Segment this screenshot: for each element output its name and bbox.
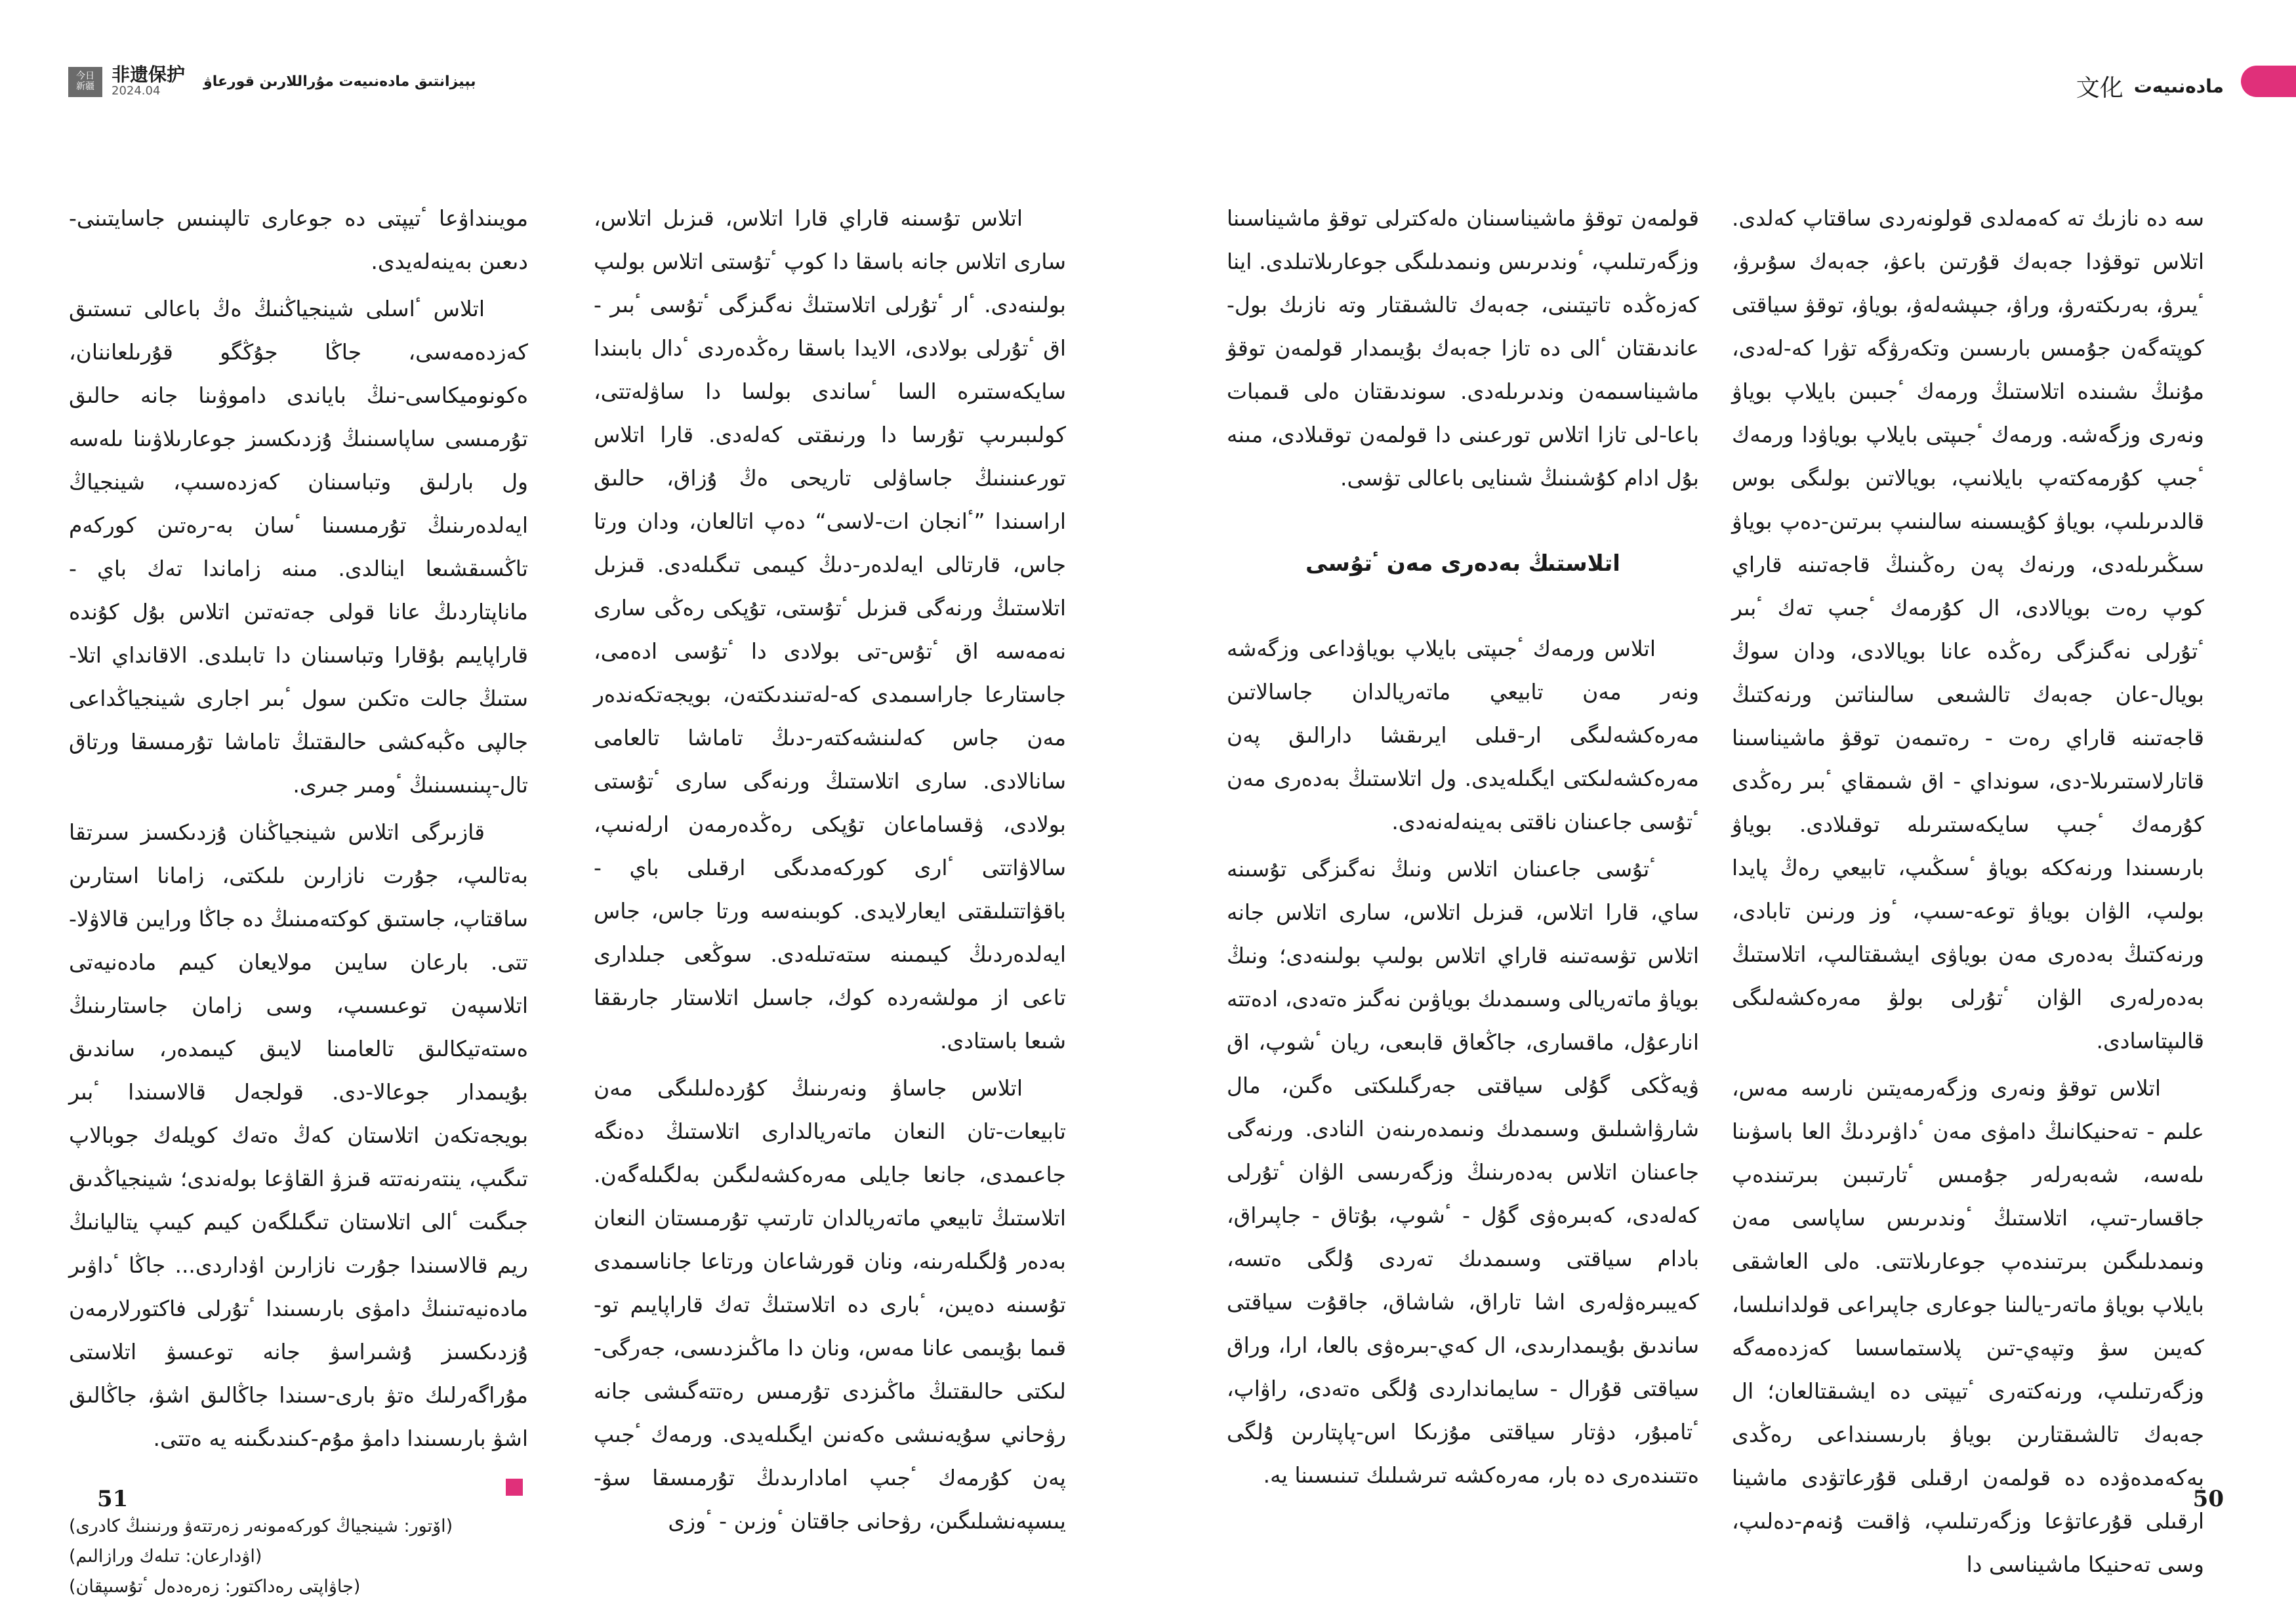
header-right [2076,70,2224,103]
section-kazakh: مادەنىيەت [2133,75,2224,97]
paragraph: قولمەن توقۋ ماشيناسىنان ەلەكترلى توقۋ ماشيناسىنا وزگەرتىلىپ، ٴوندىرىس ونىمدىلىگى جوعارىلاتىلدى. اينا كەزەڭدە تاتيتىنى، جەبەك تالشىقتار وتە نازىك بول-عاندىقتان ٴالى دە تازا جەبەك بۇيىمدار قولمەن توقۋ ماشيناسىمەن وندىرىلەدى. سوندىقتان ەلى قىمبات باعا-لى تازا اتلاس تورعىنى دا قولمەن توقىلادى، مىنە بۇل ادام كۇشىنىڭ شىنايى باعالى تۋسى. [1227,205,1699,491]
credit-translator: (اۋدارعان: تىلەك ورازالىم) [69,1546,262,1567]
section-chinese: 文化 [2076,75,2123,102]
page-number-left: 51 [97,1486,129,1512]
credits [69,1511,528,1602]
paragraph: قازىرگى اتلاس شينجياڭنان ۇزدىكسىز سىرتقا بەتالىپ، جۇرت نازارىن ىلىكتى، زامانا استارىن ساقتاپ، جاستىق كوكتەمىنىڭ دە جاڭا ورايىن قالاۋلا-تتى. بارعان سايىن مولايعان كيىم مادەنيەتى اتلاسپەن توعىسىپ، وسى زامان جاستارىنىڭ ەستەتيكالىق تالعامىنا لايىق كيىمدەر، ساندىق بۇيىمدار جوعالا-دى. قولجەل قالاسىندا ٴبىر بويجەتكەن اتلاستان كەڭ ەتەك كويلەك جوبالاپ تىگىپ، ينتەرنەتتە قىزۋ القاۋعا بولەندى؛ شينجياڭدىق جىگىت ٴالى اتلاستان تىگىلگەن كيىم كيىپ يتاليانىڭ ريم قالاسىندا جۇرت نازارىن اۋداردى... جاڭا ٴداۋىر مادەنيەتىنىڭ دامۋى بارىسىندا ٴتۇرلى فاكتورلارمەن ۇزدىكسىز ۇشىراسۋ جانە توعىسۋ اتلاستى مۇراگەرلىك ەتۋ بارى-سىندا جاڭالىق اشۋ، جاڭالىق اشۋ بارىسىندا دامۋ مۇم-كىندىگىنە يە ەتتى. [69,819,528,1451]
magazine-logo [68,67,102,97]
paragraph: اتلاس توقۋ ونەرى وزگەرمەيتىن نارسە مەس، علىم - تەحنيكانىڭ دامۋى مەن ٴداۋىردىڭ العا باسۋىنا ىلەسە، شەبەرلەر جۇمىس ٴتارتىبىن بىرتىندەپ جاقسار-تىپ، اتلاستىڭ ٴوندىرىس ساپاسى مەن ونىمدىلىگىن بىرتىندەپ جوعارىلاتتى. ەلى العاشقى بايلاپ بوياۋ ماتەر-يالىنا جوعارى جاپىراعى قولدانىلسا، كەيىن سۋ وتپەي-تىن پلاستماسسا كەزدەمەگە وزگەرتىلىپ، ورنەكتەرى ٴتيپتى دە ايشىقتالعان؛ ال جەبەك تالشىقتارىن بوياۋ بارىسىنداعى رەڭدى بەكەمدەۋدە دە قولمەن ارقىلى قۇرعاتۋدى ماشينا ارقىلى قۇرعاتۋعا وزگەرتىلىپ، ۋاقىت ۇنەم-دەلىپ، وسى تەحنيكا ماشيناسى دا [1732,1075,2204,1577]
credit-author: (اۆتور: شينجياڭ كوركەمونەر زەرتتەۋ ورنىنىڭ كادرى) [69,1516,453,1536]
credit-editor: (جاۋاپتى رەداكتور: زەرەدەل ٴتۇسىپقان) [69,1576,361,1597]
column-3 [1227,197,1699,1501]
logo-line-2: 新疆 [76,81,94,92]
page-number-right: 50 [2192,1486,2224,1512]
running-title: بېيزانتىق مادەنىيەت مۇراللارىن قورعاۋ [203,73,476,90]
paragraph: اتلاس تۇسىنە قاراي قارا اتلاس، قىزىل اتلاس، سارى اتلاس جانە باسقا دا كوپ ٴتۇستى اتلاس بولىپ بولىنەدى. ٴار ٴتۇرلى اتلاستىڭ نەگىزگى ٴتۇسى ٴبىر - اق ٴتۇرلى بولادى، الايدا باسقا رەڭدەردى ٴدال بابىندا سايكەستىرە السا ٴساندى بولسا دا ساۋلەتتى، كولىبىرىپ تۇرسا دا ورنىقتى كەلەدى. قارا اتلاس تورعىنىنىڭ جاساۋلى تاريحى ەڭ ۇزاق، حالىق اراسىندا ”ٴانجان ات-لاسى“ دەپ اتالعان، ودان ورتا جاس، قارتالى ايەلدەر-دىڭ كيىمى تىگىلەدى. قىزىل اتلاستىڭ ورنەگى قىزىل ٴتۇستى، تۇپكى رەڭى سارى نەمەسە اق ٴتۇس-تى بولادى دا ٴتۇسى ادەمى، جاستارعا جاراسىمدى كە-لەتىندىكتەن، بويجەتكەندەر مەن جاس كەلىنشەكتەر-دىڭ تاماشا تالعامى سانالادى. سارى اتلاستىڭ ورنەگى سارى ٴتۇستى بولادى، ۋقساماعان تۇپكى رەڭدەرمەن ارلەنىپ، سالاۋاتتى ٴارى كوركەمدىگى ارقىلى باي - باقۋاتتىلىقتى ايعارلايدى. كوبىنەسە ورتا جاس، جاس ايەلدەردىڭ كيىمىنە ستەتىلەدى. سوڭعى جىلدارى تاعى از مولشەردە كوك، جاسىل اتلاستار جارىققا شىعا باستادى. [594,205,1066,1054]
logo-line-1: 今日 [76,71,94,82]
paragraph: ٴتۇسى جاعىنان اتلاس ونىڭ نەگىزگى تۇسىنە ساي، قارا اتلاس، قىزىل اتلاس، سارى اتلاس جانە اتلاس تۋسەتىنە قاراي اتلاس بولىپ بولىنەدى؛ ونىڭ بوياۋ ماتەريالى وسىمدىك بوياۋىن نەگىز ەتەدى، ادەتتە انارعۇل، ماقسارى، جاڭعاق قابىعى، ريان ٴشوپ، اق ۋيەڭكى گۇلى سياقتى جەرگىلىكتى ەگىن، مال شارۋاشىلىق وسىمدىك ونىمدەرىنەن النادى. ورنەگى جاعىنان اتلاس بەدەرىنىڭ وزگەرىسى الۋان ٴتۇرلى كەلەدى، كەبىرەۋى گۇل - ٴشوپ، بۇتاق - جاپىراق، بادام سياقتى وسىمدىك تەردى ۇلگى ەتسە، كەيبىرەۋلەرى اشا تاراق، شاشاق، جاقۇت سياقتى ساندىق بۇيىمدارىدى، ال كەي-بىرەۋى بالعا، ارا، وراق سياقتى قۇرال - سايمانداردى ۇلگى ەتەدى، راۋاپ، ٴتامبۇر، دۋتار سياقتى مۇزىكا اس-پاپتارىن ۇلگى ەتتىندەرى دە بار، مەرەكشە تىرشىلىك تىنىسىنا يە. [1227,856,1699,1488]
section-block [112,66,185,98]
header-left [68,66,476,98]
section-subheading: اتلاستىڭ بەدەرى مەن ٴتۇسى [1305,550,1620,577]
paragraph: مويىنداۋعا ٴتيپتى دە جوعارى تالپىنىس جاسايتىنى-دىعىن بەينەلەيدى. [69,205,528,274]
column-2 [594,197,1066,1547]
paragraph: اتلاس ٴاسلى شينجياڭنىڭ ەڭ باعالى تىستىق كەزدەمەسى، جاڭا جۇڭگو قۇرىلعاننان، ەكونوميكاسى-نىڭ باياندى داموۋىنا جانە حالىق تۇرمىسى ساپاسىنىڭ ۇزدىكسىز جوعارىلاۋىنا ىلەسە ول بارلىق وتباسىنان كەزدەسىپ، شينجياڭ ايەلدەرىنىڭ تۇرمىسىنا ٴسان بە-رەتىن كوركەم تاڭسىقشىعا اينالدى. مىنە زاماندا تەك باي - ماناپتاردىڭ عانا قولى جەتەتىن اتلاس بۇل كۇندە قاراپايىم بۇقارا وتباسىنان دا تابىلدى. الاقانداي اتلا-ستىڭ جالت ەتكىن سول ٴبىر اجارى شينجياڭداعى جالپى ەڭبەكشى حالىقتىڭ تاماشا تۇرمىسقا ورتاق تال-پىنىسىنىڭ ٴومىر جىرى. [69,296,528,798]
article-end-icon [506,1479,523,1496]
paragraph: سە دە نازىك تە كەمەلدى قولونەردى ساقتاپ كەلدى. اتلاس توقۋدا جەبەك قۇرتىن باعۋ، جەبەك سۇىرۋ، ٴيىرۋ، بەرىكتەرۋ، وراۋ، جىپشەلەۋ، بوياۋ، توقۋ سياقتى كوپتەگەن جۇمىس بارىسىن وتكەرۋگە تۋرا كە-لەدى، مۇنىڭ ىشىندە اتلاستىڭ ورمەك ٴجىبىن بايلاپ بوياۋ ونەرى وزگەشە. ورمەك ٴجىپتى بايلاپ بوياۋدا ورمەك ٴجىپ كۇرمەكتەپ بايلانىپ، بويالاتىن بولىگى بوس قالدىرىلىپ، بوياۋ كۇيىسىنە سالىنىپ بىرتىن-دەپ بوياۋ سىڭىرىلەدى، ورنەك پەن رەڭىنىڭ قاجەتىنە قاراي كوپ رەت بويالادى، ال كۇرمەك ٴجىپ تەك ٴبىر ٴتۇرلى نەگىزگى رەڭدە عانا بويالادى، ودان سوڭ بويال-عان جەبەك تالشىعى سالىناتىن ورنەكتىڭ قاجەتىنە قاراي رەت - رەتىمەن توقۋ ماشيناسىنا قاتارلاستىرىلا-دى، سونداي - اق شىمقاي ٴبىر رەڭدى كۇرمەك ٴجىپ سايكەستىرىلە توقىلادى. بوياۋ بارىسىندا ورنەككە بوياۋ ٴسىڭىپ، تابيعي رەڭ پايدا بولىپ، الۋان بوياۋ توعە-سىپ، ٴوز ورنىن تابادى، ورنەكتىڭ بەدەرى مەن بوياۋى ايشىقتالىپ، اتلاستىڭ بەدەرلەرى الۋان ٴتۇرلى بولۋ مەرەكشەلىگى قالىپتاسادى. [1732,205,2204,1054]
column-4 [1732,197,2204,1590]
section-label: 非遗保护 [112,64,186,85]
paragraph: اتلاس جاساۋ ونەرىنىڭ كۇردەلىلىگى مەن تابيعات-تان النعان ماتەريالدارى اتلاستىڭ دەنگە جاعىمدى، جانعا جايلى مەرەكشەلىگىن بەلگىلەگەن. اتلاستىڭ تابيعي ماتەريالدان تارتىپ تۇرمىستان النعان بەدەر ۇلگىلەرىنە، ونان قورشاعان ورتاعا جاناسىمدى تۇسىنە دەيىن، ٴبارى دە اتلاستىڭ تەك قاراپايىم تو-قىما بۇيىمى عانا مەس، ونان دا ماڭىزدىسى، جەرگى-لىكتى حالىقتىڭ ماڭىزدى تۇرمىس رەتتەگىشى جانە رۋحاني سۇيەنىشى ەكەنىن ايگىلەيدى. ورمەك ٴجىپ پەن كۇرمەك ٴجىپ امادارىدىڭ تۇرمىسقا سۋ-يىسپەنشىلىگىن، رۋحانى جاقتان ٴوزىن - ٴوزى [594,1075,1066,1534]
issue-date: 2024.04 [112,84,161,98]
section-tab-marker [2241,66,2296,97]
column-1 [69,197,528,1602]
paragraph: اتلاس ورمەك ٴجىپتى بايلاپ بوياۋداعى وزگەشە ونەر مەن تابيعي ماتەريالدان جاسالاتىن مەرەكشەلىگى ار-قىلى ايرىقشا دارالىق پەن مەرەكشەلىكتى ايگىلەيدى. ول اتلاستىڭ بەدەرى مەن ٴتۇسى جاعىنان ناقتى بەينەلەنەدى. [1227,636,1699,834]
